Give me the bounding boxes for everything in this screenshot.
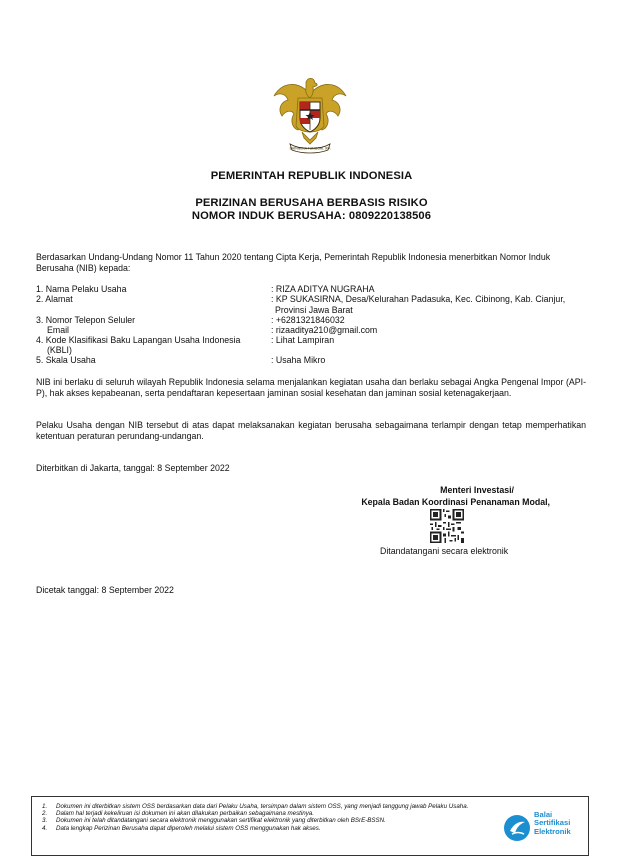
field-label-phone: 3. Nomor Telepon Seluler: [36, 315, 136, 325]
field-value-name: : RIZA ADITYA NUGRAHA: [271, 284, 375, 294]
footer-notes-list: [42, 803, 492, 832]
field-label-kbli-line2: (KBLI): [47, 345, 72, 355]
document-title: PERIZINAN BERUSAHA BERBASIS RISIKO: [195, 197, 428, 209]
field-value-kbli: : Lihat Lampiran: [271, 335, 335, 345]
crest-motto: BHINNEKA TUNGGAL IKA: [289, 146, 331, 151]
field-value-email: : rizaaditya210@gmail.com: [271, 325, 378, 335]
footer-note: 1. Dokumen ini diterbitkan sistem OSS berdasarkan data dari Pelaku Usaha, tersimpan dalam sistem OSS, yang menjadi tanggung jawab Pelaku Usaha.: [42, 803, 469, 810]
field-label-scale: 5. Skala Usaha: [36, 355, 96, 365]
footer-note: 3. Dokumen ini telah ditandatangani secara elektronik menggunakan sertifikat elektronik yang diterbitkan oleh BSrE-BSSN.: [42, 817, 386, 825]
bsre-logo: [502, 811, 586, 845]
permission-paragraph: Pelaku Usaha dengan NIB tersebut di atas dapat melaksanakan kegiatan berusaha sebagaimana terlampir dengan tetap memperhatikan ketentuan peraturan perundang-undangan.: [36, 420, 586, 441]
field-value-phone: : +6281321846032: [271, 315, 345, 325]
printed-date: Dicetak tanggal: 8 September 2022: [36, 585, 174, 595]
garuda-pancasila-emblem: [268, 74, 352, 158]
government-name: PEMERINTAH REPUBLIK INDONESIA: [210, 170, 413, 182]
signatory-institution: Kepala Badan Koordinasi Penanaman Modal,: [361, 497, 550, 507]
field-label-kbli: 4. Kode Klasifikasi Baku Lapangan Usaha Indonesia: [36, 335, 241, 345]
qr-code-icon: [430, 509, 464, 543]
intro-text: Berdasarkan Undang-Undang Nomor 11 Tahun 2020 tentang Cipta Kerja, Pemerintah Republik Indonesia menerbitkan Nomor Induk Berusaha (NIB) kepada:: [36, 252, 551, 273]
footer-notes-box: [31, 796, 589, 856]
nib-number: NOMOR INDUK BERUSAHA: 0809220138506: [191, 210, 432, 222]
field-label-email: Email: [47, 325, 69, 335]
field-value-scale: : Usaha Mikro: [271, 355, 326, 365]
footer-note: 4. Data lengkap Perizinan Berusaha dapat diperoleh melalui sistem OSS menggunakan hak akses.: [42, 824, 321, 832]
field-label-name: 1. Nama Pelaku Usaha: [36, 284, 127, 294]
issued-date: Diterbitkan di Jakarta, tanggal: 8 September 2022: [36, 463, 230, 473]
field-label-address: 2. Alamat: [36, 294, 73, 304]
signatory-title: Menteri Investasi/: [440, 485, 514, 495]
field-value-address: : KP SUKASIRNA, Desa/Kelurahan Padasuka, Kec. Cibinong, Kab. Cianjur,: [271, 294, 566, 304]
bsre-logo-text: Balai Sertifikasi Elektronik: [534, 810, 571, 836]
bsre-emblem-icon: [502, 813, 532, 843]
validity-paragraph: NIB ini berlaku di seluruh wilayah Republik Indonesia selama menjalankan kegiatan usaha dan berlaku sebagai Angka Pengenal Impor (API-P), hak akses kepabeanan, serta pendaftaran kepesertaan jaminan sosial kesehatan dan jaminan sosial ketenagakerjaan.: [36, 377, 586, 398]
field-value-address-line2: Provinsi Jawa Barat: [275, 305, 353, 315]
footer-note: 2. Dalam hal terjadi kekeliruan isi dokumen ini akan dilakukan perbaikan sebagaimana mestinya.: [42, 810, 314, 818]
electronic-signature-note: Ditandatangani secara elektronik: [380, 546, 509, 556]
